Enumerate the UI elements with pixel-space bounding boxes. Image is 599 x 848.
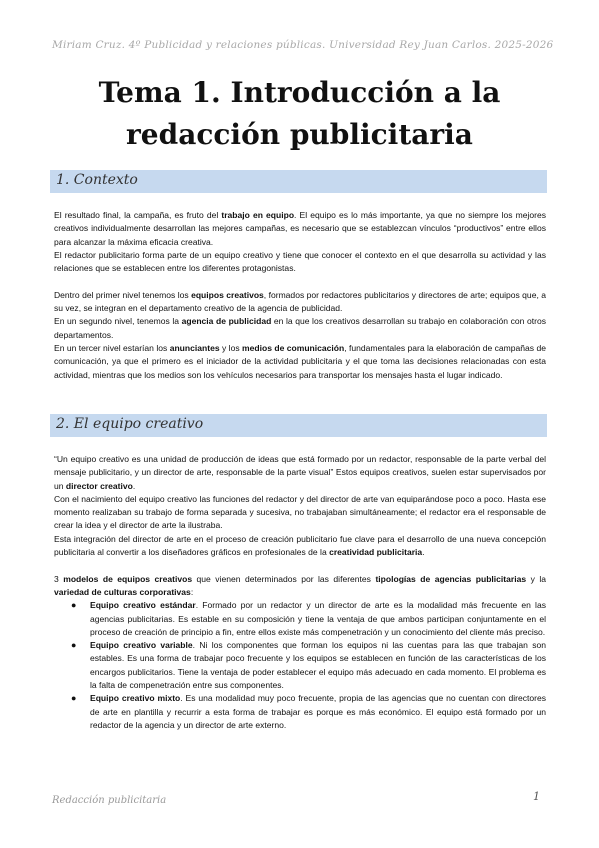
paragraph — [54, 453, 546, 493]
section-1-body — [54, 209, 546, 382]
bold-run: tipologías de agencias publicitarias — [375, 573, 527, 584]
paragraph — [54, 289, 546, 316]
text-run: . Formado por un redactor y un director de arte es la modalidad más frecuente en las agencias publicitarias. Es estable en su composición y tiene la ventaja de que ambos participan conjuntamente en el proceso de creación de principio a fin, entre ellos existe más compenetración y un conocimiento del cliente más preciso. — [90, 600, 546, 637]
text-run: Esta integración del director de arte en el proceso de creación publicitario fue clave para el desarrollo de una nueva concepción publicitaria al convertir a los diseñadores gráficos en profesionales de la — [54, 533, 546, 558]
list-item — [54, 599, 546, 639]
section-2-body — [54, 453, 546, 732]
bullet-icon: ● — [71, 600, 77, 611]
text-run: : — [190, 586, 194, 597]
text-run: y la — [526, 573, 546, 584]
text-run: En un tercer nivel estarían los — [54, 342, 170, 353]
paragraph — [54, 209, 546, 249]
bold-run: Equipo creativo mixto — [90, 693, 181, 704]
text-run: 3 — [54, 573, 64, 584]
list-item — [54, 692, 546, 732]
paragraph: Con el nacimiento del equipo creativo las funciones del redactor y del director de arte van equiparándose poco a poco. Hasta ese momento realizaban su trabajo de forma separada y sucesiva, no trabajaban simultáneamente; el redactor era el responsable de crear la idea y el director de arte la ilustraba. — [54, 493, 546, 531]
bold-run: creatividad publicitaria — [329, 547, 423, 558]
running-header: Miriam Cruz. 4º Publicidad y relaciones públicas. Universidad Rey Juan Carlos. 2025-2026 — [52, 39, 554, 51]
list-item — [54, 639, 546, 692]
paragraph — [54, 315, 546, 342]
paragraph — [54, 573, 546, 600]
section-heading-equipo-creativo — [50, 414, 547, 437]
text-run: Dentro del primer nivel tenemos los — [54, 289, 192, 300]
title-line-1: Tema 1. Introducción a la — [98, 76, 501, 109]
page-number: 1 — [533, 790, 540, 803]
text-run: El resultado final, la campaña, es fruto del — [54, 210, 222, 220]
bold-run: director creativo — [65, 480, 133, 491]
text-run: En un segundo nivel, tenemos la — [54, 316, 182, 327]
text-run: . El equipo es lo más importante, ya que no siempre los mejores creativos individualmente desarrollan las mejores campañas, es necesario que se establezcan vínculos “productivos” entre ellos para alcanzar la máxima eficacia creativa. — [54, 210, 547, 247]
text-run: en la que los creativos desarrollan su trabajo en colaboración con otros departamentos. — [54, 316, 546, 340]
running-footer: Redacción publicitaria — [52, 795, 167, 806]
bold-run: medios de comunicación — [242, 342, 345, 353]
text-run: . Es una modalidad muy poco frecuente, propia de las agencias que no cuentan con directores de arte en plantilla y recurrir a esta forma de trabajar es porque es más económico. El equipo está formado por un redactor de la agencia y un director de arte externo. — [90, 693, 546, 730]
text-run: , fundamentales para la elaboración de campañas de comunicación, ya que el primero es el iniciador de la actividad publicitaria y el que toma las decisiones relacionadas con esta actividad, mientras que los medios son los vehículos necesarios para transportar los mensajes hasta el lugar indicado. — [54, 342, 546, 380]
bold-run: trabajo en equipo — [221, 210, 295, 220]
document-title — [0, 72, 599, 156]
text-run: “Un equipo creativo es una unidad de producción de ideas que está formado por un redactor, responsable de la parte verbal del mensaje publicitario, y un director de arte, responsable de la parte visual” Estos equipos creativos, suelen estar supervisados por un — [54, 454, 546, 491]
paragraph — [54, 533, 546, 560]
bold-run: Equipo creativo variable — [90, 640, 193, 651]
model-list — [54, 599, 546, 732]
bullet-icon: ● — [71, 640, 77, 651]
text-run: que vienen determinados por las diferentes — [192, 573, 376, 584]
paragraph — [54, 342, 546, 382]
text-run: , formados por redactores publicitarios y directores de arte; equipos que, a su vez, se integran en el departamento creativo de la agencia de publicidad. — [54, 289, 546, 314]
bold-run: modelos de equipos creativos — [63, 573, 193, 584]
bold-run: agencia de publicidad — [181, 316, 272, 327]
text-run: . Ni los componentes que forman los equipos ni las cuentas para las que trabajan son estables. Es una forma de trabajar poco frecuente y los equipos se establecen en función de las características de los encargos publicitarios. Tiene la ventaja de poder establecer el equipo más adecuado en cada momento. El problema es la falta de compenetración entre sus componentes. — [90, 640, 546, 691]
bullet-icon: ● — [71, 693, 77, 704]
section-heading-label: 2. El equipo creativo — [56, 416, 204, 432]
bold-run: equipos creativos — [191, 289, 264, 300]
title-line-2: redacción publicitaria — [126, 118, 473, 151]
section-heading-contexto — [50, 170, 547, 193]
bold-run: anunciantes — [169, 342, 220, 353]
section-heading-label: 1. Contexto — [56, 172, 138, 188]
text-run: . — [132, 480, 136, 491]
bold-run: Equipo creativo estándar — [90, 600, 196, 611]
text-run: . — [422, 547, 425, 558]
text-run: y los — [219, 342, 243, 353]
bold-run: variedad de culturas corporativas — [54, 586, 191, 597]
paragraph: El redactor publicitario forma parte de un equipo creativo y tiene que conocer el contexto en el que desarrolla su actividad y las relaciones que se establecen entre los diferentes protagonistas. — [54, 249, 546, 274]
